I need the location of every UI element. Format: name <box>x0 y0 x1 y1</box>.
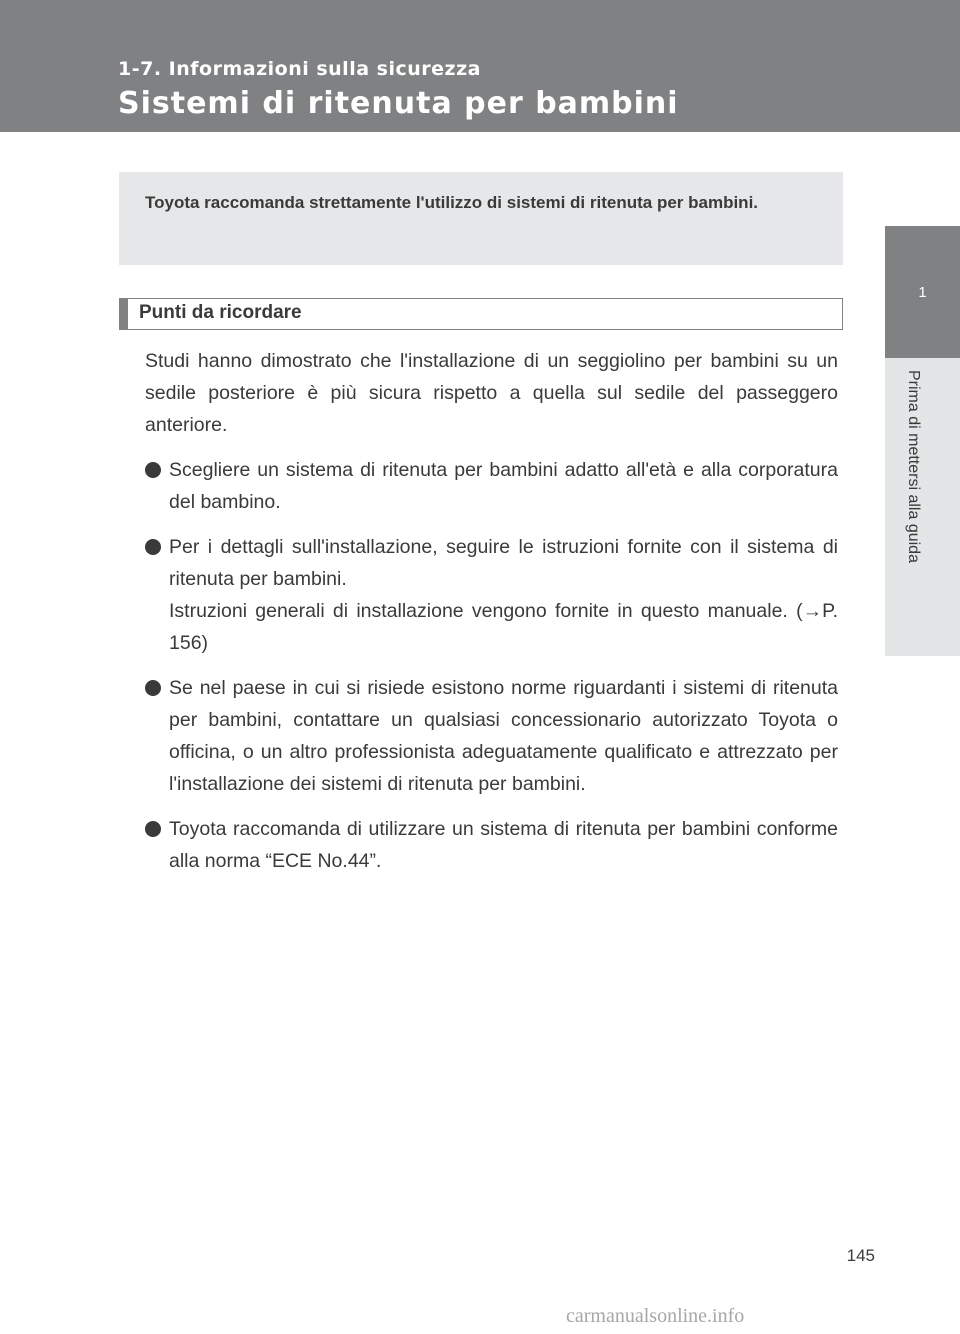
bullet-text: Scegliere un sistema di ritenuta per bambini adatto all'età e alla corporatura del bambino. <box>169 459 838 513</box>
bullet-text: Toyota raccomanda di utilizzare un sistema di ritenuta per bambini conforme alla norma “ECE No.44”. <box>169 818 838 872</box>
page-number: 145 <box>846 1246 875 1265</box>
bullet-extra-text: Istruzioni generali di installazione vengono fornite in questo manuale. (→P. 156) <box>169 600 838 654</box>
body-paragraph: Studi hanno dimostrato che l'installazione di un seggiolino per bambini su un sedile posteriore è più sicura rispetto a quella sul sedile del passeggero anteriore. <box>145 350 838 436</box>
content-body <box>145 345 838 890</box>
bullet-item <box>145 531 838 659</box>
subheading-title: Punti da ricordare <box>139 302 302 323</box>
section-label: 1-7. Informazioni sulla sicurezza <box>118 58 481 80</box>
bullet-circle-icon <box>145 821 161 837</box>
bullet-item <box>145 813 838 877</box>
intro-text: Toyota raccomanda strettamente l'utilizzo di sistemi di ritenuta per bambini. <box>145 193 759 212</box>
bullet-item <box>145 454 838 518</box>
bullet-item <box>145 672 838 800</box>
intro-box <box>119 172 843 265</box>
chapter-tab-label: Prima di mettersi alla guida <box>905 370 922 563</box>
subheading-accent-bar <box>120 299 128 329</box>
side-tab-spacer <box>885 132 960 226</box>
chapter-tab-label-area <box>885 358 960 656</box>
bullet-text: Per i dettagli sull'installazione, seguire le istruzioni fornite con il sistema di ritenuta per bambini. <box>169 536 838 590</box>
page-header <box>0 0 960 132</box>
subheading-box <box>119 298 843 330</box>
bullet-text: Se nel paese in cui si risiede esistono norme riguardanti i sistemi di ritenuta per bambini, contattare un qualsiasi concessionario autorizzato Toyota o officina, o un altro professionista adeguatamente qualificato e attrezzato per l'installazione dei sistemi di ritenuta per bambini. <box>169 677 838 795</box>
bullet-circle-icon <box>145 539 161 555</box>
bullet-circle-icon <box>145 680 161 696</box>
chapter-number: 1 <box>918 283 927 301</box>
bullet-circle-icon <box>145 462 161 478</box>
chapter-tab-number <box>885 226 960 358</box>
watermark-text: carmanualsonline.info <box>566 1305 745 1327</box>
page-title: Sistemi di ritenuta per bambini <box>118 86 679 121</box>
